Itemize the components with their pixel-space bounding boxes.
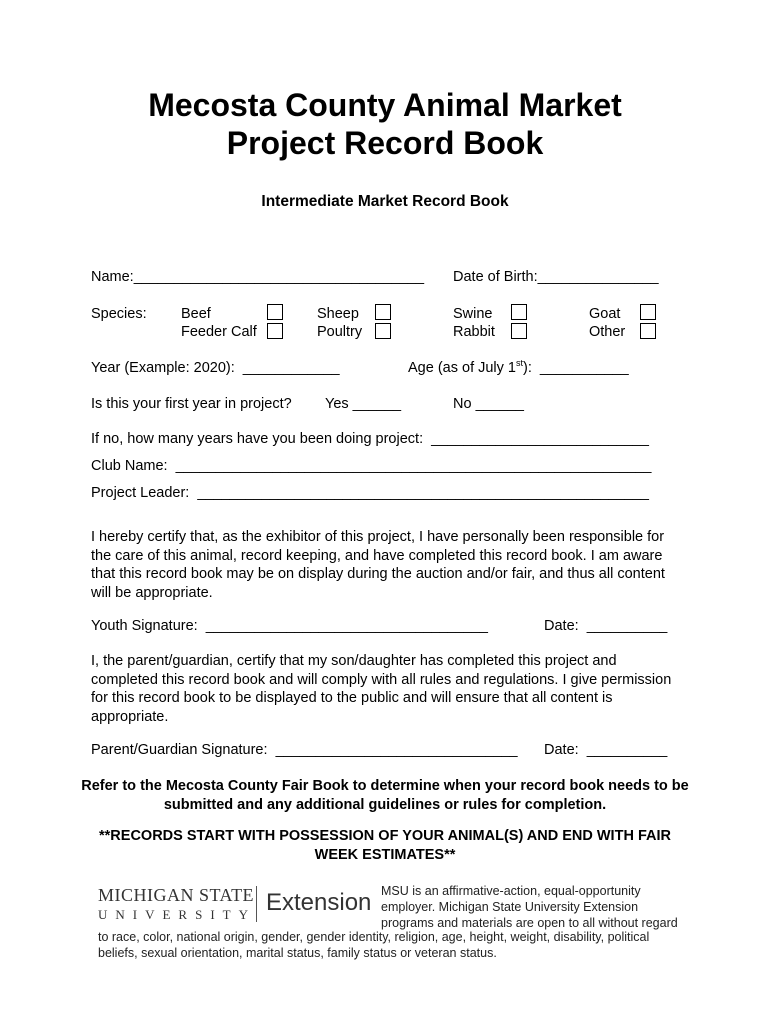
species-other-checkbox[interactable] <box>640 323 656 339</box>
species-other-label: Other <box>589 324 626 340</box>
page-title-line2: Project Record Book <box>226 125 544 161</box>
first-year-yes-field[interactable]: Yes ______ <box>325 396 402 412</box>
page-title-line1: Mecosta County Animal Market <box>148 87 622 123</box>
fair-book-note: Refer to the Mecosta County Fair Book to determine when your record book needs to be submitted and any additional guidelines or rules for completion. <box>81 778 689 813</box>
species-swine-checkbox[interactable] <box>511 304 527 320</box>
logo-michigan-state: MICHIGAN STATE <box>98 885 255 905</box>
age-label-superscript: st <box>516 358 524 369</box>
first-year-question: Is this your first year in project? <box>91 396 292 412</box>
species-goat-label: Goat <box>589 306 621 322</box>
records-start-note: **RECORDS START WITH POSSESSION OF YOUR ANIMAL(S) AND END WITH FAIR WEEK ESTIMATES** <box>99 828 671 863</box>
species-swine-label: Swine <box>453 306 493 322</box>
youth-certification-text: I hereby certify that, as the exhibitor of this project, I have personally been responsible for the care of this animal, record keeping, and have completed this record book. I am aware that this record book may be on display during the auction and/or fair, and thus all content will be appropriate. <box>91 529 665 601</box>
age-field[interactable] <box>408 359 629 377</box>
logo-extension: Extension <box>266 889 372 916</box>
disclaimer-line-5: beliefs, sexual orientation, marital status, family status or veteran status. <box>98 946 497 960</box>
species-beef-label: Beef <box>181 306 211 322</box>
species-poultry-checkbox[interactable] <box>375 323 391 339</box>
disclaimer-line-1: MSU is an affirmative-action, equal-opportunity <box>381 884 641 898</box>
year-field[interactable]: Year (Example: 2020): ____________ <box>91 360 340 376</box>
project-leader-field[interactable]: Project Leader: ________________________________________________________ <box>91 485 649 501</box>
date-of-birth-field[interactable]: Date of Birth:_______________ <box>453 269 659 285</box>
page-subtitle: Intermediate Market Record Book <box>261 193 509 210</box>
disclaimer-line-2: employer. Michigan State University Extension <box>381 900 639 914</box>
species-beef-checkbox[interactable] <box>267 304 283 320</box>
species-sheep-checkbox[interactable] <box>375 304 391 320</box>
years-in-project-field[interactable]: If no, how many years have you been doing project: ___________________________ <box>91 431 649 447</box>
species-feeder-calf-label: Feeder Calf <box>181 324 257 340</box>
disclaimer-line-4: to race, color, national origin, gender, gender identity, religion, age, height, weight, disability, political <box>98 930 650 944</box>
species-poultry-label: Poultry <box>317 324 363 340</box>
name-field[interactable]: Name:____________________________________ <box>91 269 425 285</box>
species-label: Species: <box>91 306 147 322</box>
logo-divider <box>256 886 257 922</box>
parent-signature-field[interactable]: Parent/Guardian Signature: ______________________________ <box>91 742 518 758</box>
club-name-field[interactable]: Club Name: ___________________________________________________________ <box>91 458 652 474</box>
species-rabbit-checkbox[interactable] <box>511 323 527 339</box>
age-label-prefix: Age (as of July 1 <box>408 360 516 376</box>
species-feeder-calf-checkbox[interactable] <box>267 323 283 339</box>
youth-signature-field[interactable]: Youth Signature: ___________________________________ <box>91 618 488 634</box>
species-goat-checkbox[interactable] <box>640 304 656 320</box>
species-rabbit-label: Rabbit <box>453 324 495 340</box>
disclaimer-line-3: programs and materials are open to all without regard <box>381 916 678 930</box>
species-sheep-label: Sheep <box>317 306 359 322</box>
parent-certification-text: I, the parent/guardian, certify that my son/daughter has completed this project and completed this record book and will comply with all rules and regulations. I give permission for this record book to be displayed to the public and will ensure that all content is appropriate. <box>91 653 672 725</box>
first-year-no-field[interactable]: No ______ <box>453 396 524 412</box>
parent-date-field[interactable]: Date: __________ <box>544 742 668 758</box>
msu-extension-logo <box>98 885 378 925</box>
logo-university: UNIVERSITY <box>98 907 256 922</box>
youth-date-field[interactable]: Date: __________ <box>544 618 668 634</box>
age-label-suffix: ): ___________ <box>523 360 629 376</box>
